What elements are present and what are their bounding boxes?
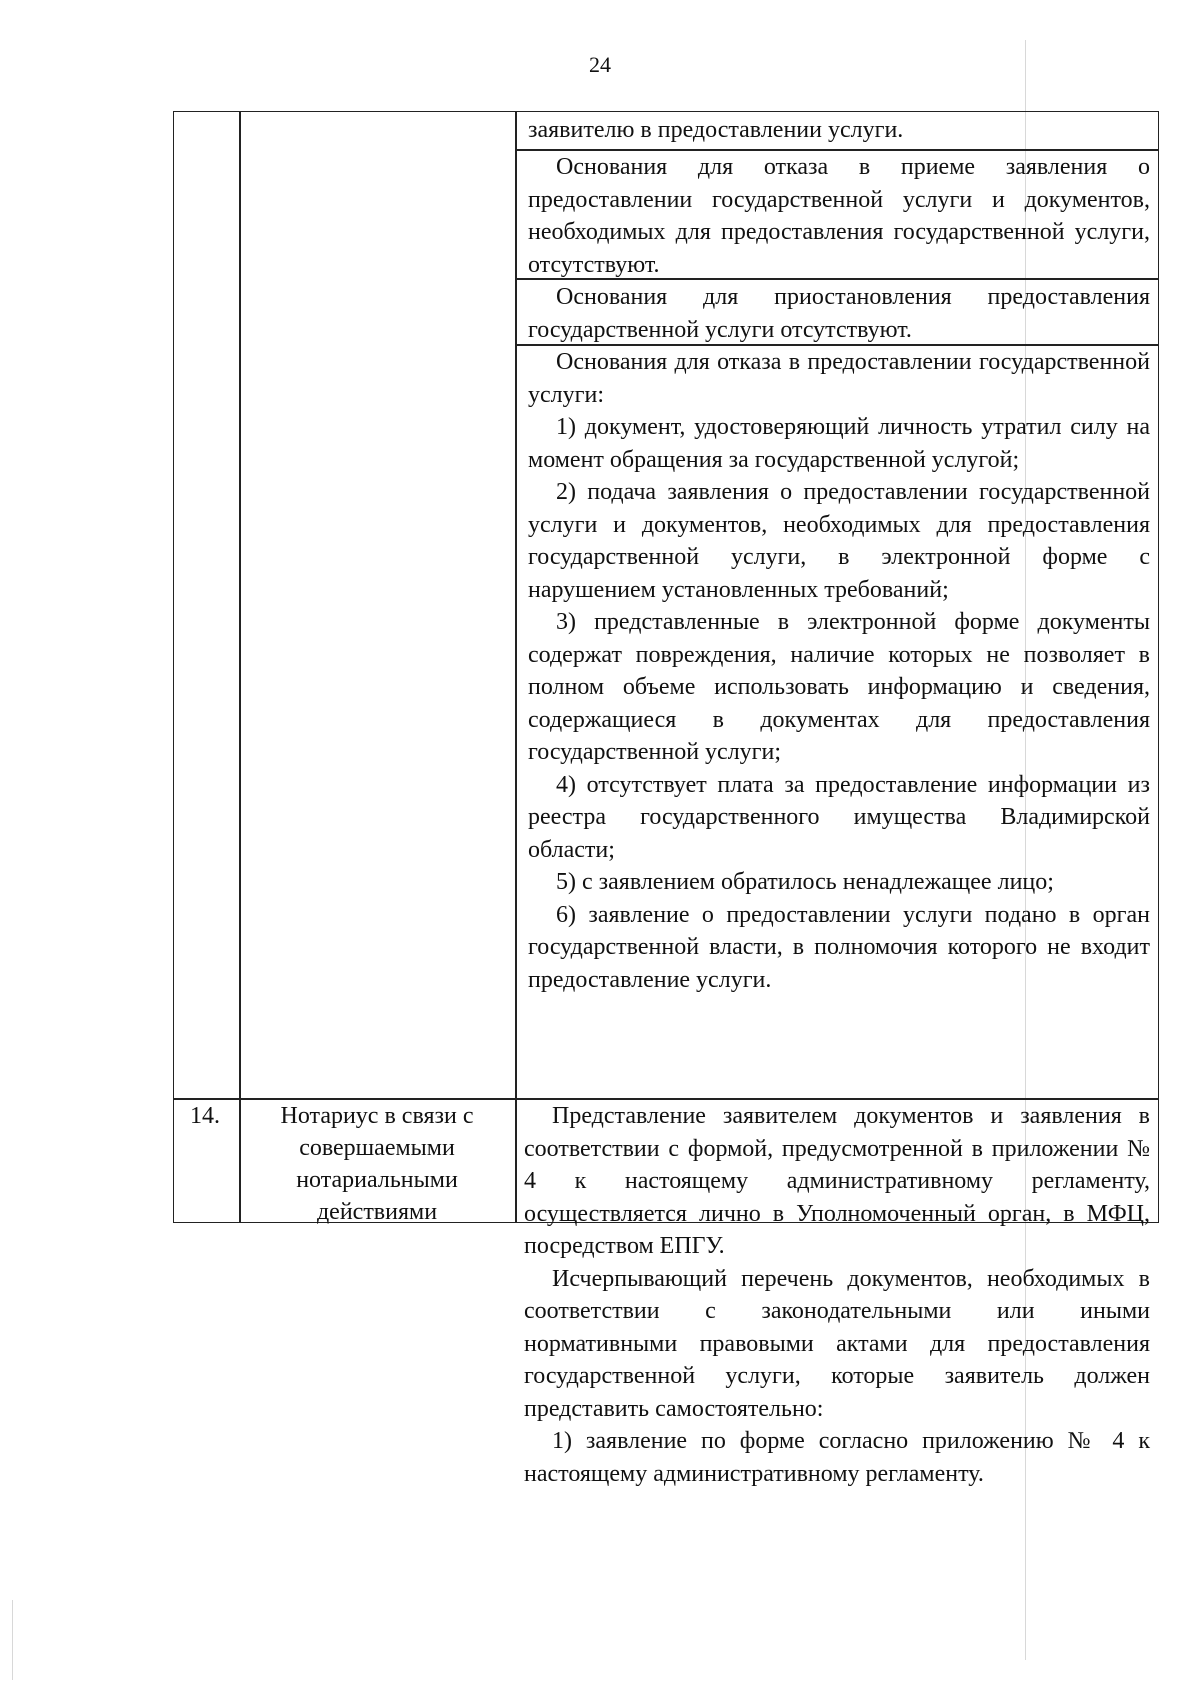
- list-item: 5) с заявлением обратилось ненадлежащее лицо;: [556, 869, 1054, 895]
- applicant-category: Нотариус в связи с совершаемыми нотариальными действиями: [280, 1103, 474, 1225]
- paragraph: Представление заявителем документов и заявления в соответствии с формой, предусмотренной в приложении № 4 к настоящему административному регламенту, осуществляется лично в Уполномоченный орган, в МФЦ, посредством ЕПГУ.: [524, 1103, 1150, 1259]
- list-item: 1) заявление по форме согласно приложению № 4 к настоящему административному регламенту.: [524, 1428, 1150, 1487]
- continued-block-3: [528, 281, 1150, 346]
- row14-content: [524, 1100, 1150, 1490]
- row-number: 14.: [190, 1103, 220, 1129]
- paragraph: Основания для приостановления предоставления государственной услуги отсутствуют.: [528, 284, 1150, 343]
- list-item: 4) отсутствует плата за предоставление информации из реестра государственного имущества Владимирской области;: [528, 771, 1150, 863]
- scan-artifact-line: [12, 1600, 13, 1680]
- list-item: 2) подача заявления о предоставлении государственной услуги и документов, необходимых для предоставления государственной услуги, в электронной форме с нарушением установленных требований;: [528, 479, 1150, 603]
- continued-block-1: [528, 114, 1150, 147]
- list-item: 3) представленные в электронной форме документы содержат повреждения, наличие которых не позволяет в полном объеме использовать информацию и сведения, содержащиеся в документах для предоставления государственной услуги;: [528, 609, 1150, 765]
- continued-block-4: [528, 346, 1150, 996]
- list-item: 6) заявление о предоставлении услуги подано в орган государственной власти, в полномочия которого не входит предоставление услуги.: [528, 901, 1150, 993]
- paragraph: Исчерпывающий перечень документов, необходимых в соответствии с законодательными или иными нормативными правовыми актами для предоставления государственной услуги, которые заявитель должен представить самостоятельно:: [524, 1265, 1150, 1422]
- paragraph: заявителю в предоставлении услуги.: [528, 117, 904, 143]
- page-number: 24: [589, 52, 611, 77]
- list-item: 1) документ, удостоверяющий личность утратил силу на момент обращения за государственной услугой;: [528, 414, 1150, 473]
- paragraph: Основания для отказа в предоставлении государственной услуги:: [528, 349, 1150, 408]
- column-divider: [239, 111, 241, 1223]
- continued-block-2: [528, 151, 1150, 281]
- paragraph: Основания для отказа в приеме заявления о предоставлении государственной услуги и документов, необходимых для предоставления государственной услуги, отсутствуют.: [528, 154, 1150, 278]
